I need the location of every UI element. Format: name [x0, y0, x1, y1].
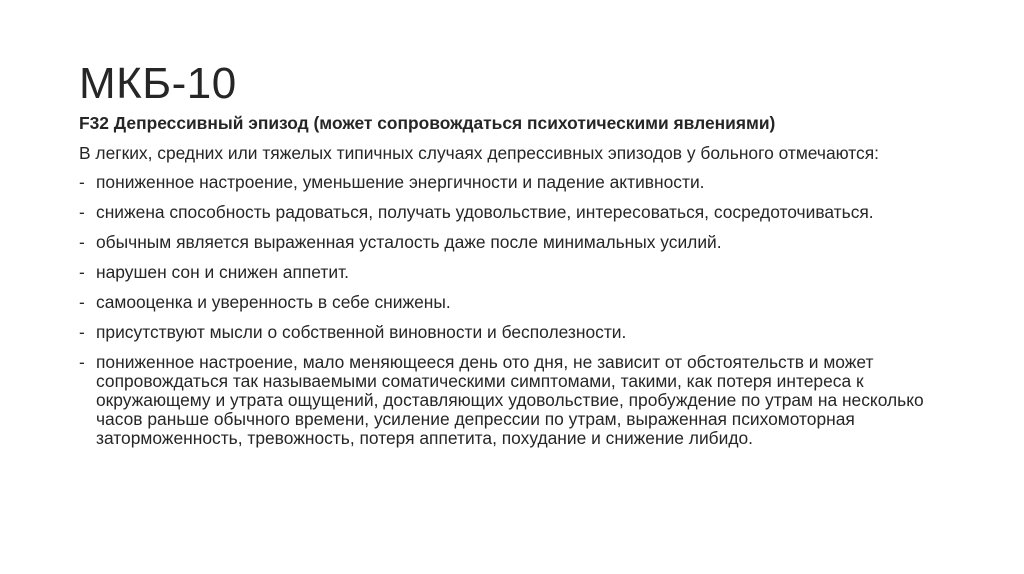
- list-item-text: пониженное настроение, мало меняющееся день ото дня, не зависит от обстоятельств и может сопровождаться так называемыми соматическими симптомами, такими, как потеря интереса к окружающему и утрата ощущений, доставляющих удовольствие, пробуждение по утрам на несколько часов раньше обычного времени, усиление депрессии по утрам, выраженная психомоторная заторможенность, тревожность, потеря аппетита, похудание и снижение либидо.: [96, 352, 924, 448]
- bullet-dash: -: [79, 322, 85, 342]
- bullet-dash: -: [79, 172, 85, 192]
- list-item-text: снижена способность радоваться, получать удовольствие, интересоваться, сосредоточиваться.: [96, 202, 874, 222]
- section-heading: F32 Депрессивный эпизод (может сопровождаться психотическими явлениями): [79, 113, 776, 133]
- list-item: [79, 233, 959, 252]
- bullet-dash: -: [79, 202, 85, 222]
- bullet-dash: -: [79, 262, 85, 282]
- list-item-text: присутствуют мысли о собственной виновности и бесполезности.: [96, 322, 627, 342]
- list-item-text: нарушен сон и снижен аппетит.: [96, 262, 349, 282]
- list-item-text: самооценка и уверенность в себе снижены.: [96, 292, 451, 312]
- slide-title: МКБ-10: [79, 59, 237, 108]
- list-item: [79, 353, 959, 448]
- list-item: [79, 323, 959, 342]
- list-item: [79, 203, 959, 222]
- bullet-dash: -: [79, 292, 85, 312]
- bullet-dash: -: [79, 352, 85, 372]
- list-item: [79, 293, 959, 312]
- list-item-text: пониженное настроение, уменьшение энергичности и падение активности.: [96, 172, 705, 192]
- bullet-dash: -: [79, 232, 85, 252]
- symptom-list: [79, 173, 959, 448]
- intro-text: В легких, средних или тяжелых типичных случаях депрессивных эпизодов у больного отмечаются:: [79, 143, 879, 163]
- list-item-text: обычным является выраженная усталость даже после минимальных усилий.: [96, 232, 722, 252]
- list-item: [79, 173, 959, 192]
- slide-content: [79, 114, 959, 459]
- list-item: [79, 263, 959, 282]
